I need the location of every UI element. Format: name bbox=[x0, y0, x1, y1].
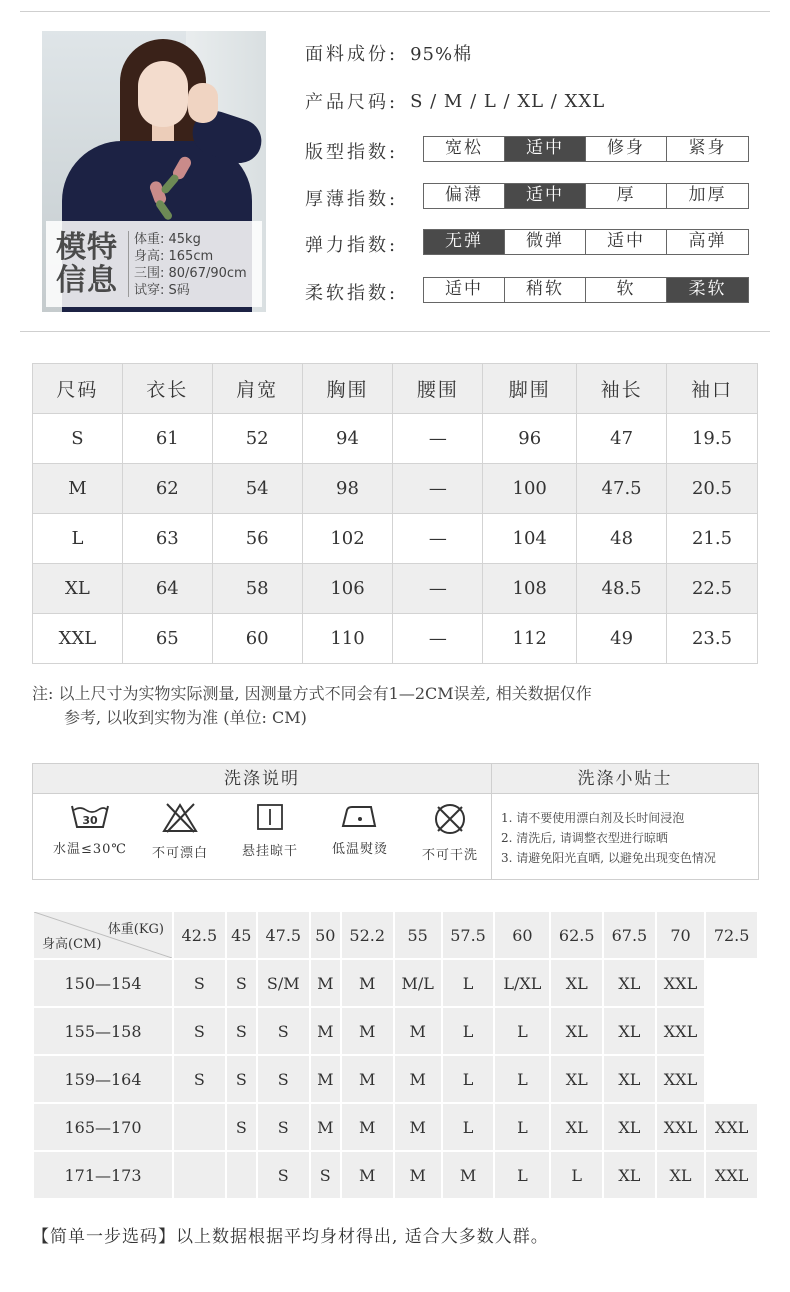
size-table-cell: 23.5 bbox=[667, 614, 758, 664]
height-cell: 165—170 bbox=[33, 1103, 173, 1151]
weight-header-cell: 45 bbox=[226, 911, 257, 959]
recommend-size-cell: S bbox=[226, 1007, 257, 1055]
fabric-label: 面料成份: bbox=[305, 44, 399, 65]
recommend-size-cell: M bbox=[341, 1103, 394, 1151]
scale-label: 柔软指数: bbox=[305, 283, 399, 304]
fabric-row bbox=[305, 40, 472, 66]
size-table-cell: 49 bbox=[577, 614, 667, 664]
recommend-size-cell: S bbox=[226, 1103, 257, 1151]
recommend-size-cell: M bbox=[310, 1055, 341, 1103]
care-item-wash bbox=[47, 802, 133, 857]
recommend-size-cell: S bbox=[226, 1055, 257, 1103]
recommend-size-cell: XXL bbox=[656, 959, 706, 1007]
weight-header-cell: 60 bbox=[494, 911, 550, 959]
care-label-low-iron: 低温熨烫 bbox=[331, 842, 388, 857]
scale-label: 版型指数: bbox=[305, 142, 399, 163]
care-item-no-bleach bbox=[137, 802, 223, 861]
size-table-header-cell: 肩宽 bbox=[212, 364, 302, 414]
recommend-size-cell bbox=[705, 1055, 758, 1103]
model-height: 身高: 165cm bbox=[134, 249, 214, 264]
size-table-cell: 52 bbox=[212, 414, 302, 464]
care-item-low-iron bbox=[317, 802, 403, 857]
size-table-cell: 100 bbox=[483, 464, 577, 514]
care-item-hang-dry bbox=[227, 802, 313, 859]
size-table-cell: 64 bbox=[122, 564, 212, 614]
size-table-cell: 65 bbox=[122, 614, 212, 664]
recommend-size-cell: M bbox=[341, 959, 394, 1007]
size-table-cell: XXL bbox=[33, 614, 123, 664]
model-info-title: 模特信息 bbox=[56, 230, 118, 298]
recommend-size-cell: L bbox=[494, 1103, 550, 1151]
height-cell: 150—154 bbox=[33, 959, 173, 1007]
size-table-header-cell: 脚围 bbox=[483, 364, 577, 414]
weight-header-cell: 50 bbox=[310, 911, 341, 959]
care-label-no-bleach: 不可漂白 bbox=[151, 846, 208, 861]
size-table-cell: 48.5 bbox=[577, 564, 667, 614]
recommend-size-cell: S/M bbox=[257, 959, 310, 1007]
size-table-cell: L bbox=[33, 514, 123, 564]
recommend-header bbox=[33, 911, 758, 959]
size-table-header-cell: 胸围 bbox=[302, 364, 393, 414]
model-tried-size: 试穿: S码 bbox=[134, 283, 190, 298]
scale-options bbox=[423, 183, 749, 209]
recommend-size-cell: S bbox=[310, 1151, 341, 1199]
size-table-cell: 60 bbox=[212, 614, 302, 664]
top-divider bbox=[20, 11, 770, 12]
recommend-size-cell: M bbox=[394, 1103, 442, 1151]
height-cell: 159—164 bbox=[33, 1055, 173, 1103]
table-row bbox=[33, 514, 758, 564]
size-table-header-cell: 袖口 bbox=[667, 364, 758, 414]
recommend-size-cell: M bbox=[310, 959, 341, 1007]
table-row bbox=[33, 1103, 758, 1151]
size-table-cell: 106 bbox=[302, 564, 393, 614]
no-dry-clean-icon bbox=[433, 802, 467, 836]
size-table-cell: 47.5 bbox=[577, 464, 667, 514]
recommend-size-cell: M bbox=[310, 1007, 341, 1055]
size-table-cell: 96 bbox=[483, 414, 577, 464]
size-table-cell: 63 bbox=[122, 514, 212, 564]
scale-option: 紧身 bbox=[688, 138, 727, 158]
care-label-no-dry-clean: 不可干洗 bbox=[421, 848, 478, 863]
recommend-corner bbox=[33, 911, 173, 959]
recommend-size-cell: M bbox=[341, 1055, 394, 1103]
weight-header-cell: 70 bbox=[656, 911, 706, 959]
size-note-line2: 参考, 以收到实物为准 (单位: CM) bbox=[64, 708, 307, 727]
recommend-size-cell: L bbox=[442, 1007, 495, 1055]
recommend-size-cell: M bbox=[442, 1151, 495, 1199]
recommend-size-cell: XL bbox=[656, 1151, 706, 1199]
model-info-card bbox=[46, 221, 262, 307]
recommend-size-cell bbox=[173, 1151, 226, 1199]
no-bleach-icon bbox=[161, 802, 199, 834]
care-tip: 3. 请避免阳光直晒, 以避免出现变色情况 bbox=[501, 851, 716, 865]
sizes-value: S / M / L / XL / XXL bbox=[410, 90, 606, 112]
sizes-label: 产品尺码: bbox=[305, 92, 399, 113]
care-label-hang-dry: 悬挂晾干 bbox=[241, 844, 298, 859]
weight-header-cell: 57.5 bbox=[442, 911, 495, 959]
scale-option: 无弹 bbox=[424, 230, 505, 254]
size-table-cell: 48 bbox=[577, 514, 667, 564]
table-row bbox=[33, 1151, 758, 1199]
recommend-size-cell: S bbox=[173, 1055, 226, 1103]
scale-option: 微弹 bbox=[505, 230, 586, 254]
size-table-cell: 21.5 bbox=[667, 514, 758, 564]
recommend-size-cell: L bbox=[494, 1055, 550, 1103]
size-table-header-cell: 袖长 bbox=[577, 364, 667, 414]
weight-header-cell: 55 bbox=[394, 911, 442, 959]
scale-option: 适中 bbox=[586, 230, 667, 254]
fabric-value: 95%棉 bbox=[410, 44, 473, 65]
size-table-cell: — bbox=[393, 464, 483, 514]
scale-option: 加厚 bbox=[688, 185, 727, 205]
recommend-size-cell bbox=[705, 959, 758, 1007]
weight-header-cell: 47.5 bbox=[257, 911, 310, 959]
scale-label: 弹力指数: bbox=[305, 235, 399, 256]
size-note-line1: 注: 以上尺寸为实物实际测量, 因测量方式不同会有1—2CM误差, 相关数据仅作 bbox=[32, 684, 592, 703]
recommend-size-cell: XXL bbox=[705, 1151, 758, 1199]
size-table-header-cell: 腰围 bbox=[393, 364, 483, 414]
wash-30-icon bbox=[70, 802, 110, 830]
size-table-cell: — bbox=[393, 514, 483, 564]
size-table-cell: 22.5 bbox=[667, 564, 758, 614]
size-table-cell: 56 bbox=[212, 514, 302, 564]
size-table-cell: 19.5 bbox=[667, 414, 758, 464]
recommend-size-cell: M bbox=[341, 1151, 394, 1199]
care-tip: 2. 清洗后, 请调整衣型进行晾晒 bbox=[501, 831, 668, 845]
size-table-cell: 98 bbox=[302, 464, 393, 514]
recommend-size-cell: XL bbox=[550, 959, 603, 1007]
recommend-size-cell: XL bbox=[603, 1055, 656, 1103]
recommend-size-cell bbox=[226, 1151, 257, 1199]
size-table-cell: 62 bbox=[122, 464, 212, 514]
size-table-cell: 102 bbox=[302, 514, 393, 564]
svg-text:30: 30 bbox=[82, 814, 98, 827]
recommend-size-cell: XL bbox=[603, 959, 656, 1007]
height-cell: 171—173 bbox=[33, 1151, 173, 1199]
scale-option: 修身 bbox=[586, 137, 667, 161]
model-weight: 体重: 45kg bbox=[134, 232, 201, 247]
table-row bbox=[33, 614, 758, 664]
recommend-size-cell: M bbox=[310, 1103, 341, 1151]
scale-option: 高弹 bbox=[688, 231, 727, 251]
recommend-size-cell: XL bbox=[550, 1103, 603, 1151]
size-table-cell: M bbox=[33, 464, 123, 514]
table-row bbox=[33, 464, 758, 514]
recommend-size-cell: M bbox=[394, 1151, 442, 1199]
scale-options bbox=[423, 229, 749, 255]
recommend-size-cell: L bbox=[442, 959, 495, 1007]
size-table-header-cell: 衣长 bbox=[122, 364, 212, 414]
recommend-size-cell: L bbox=[550, 1151, 603, 1199]
size-recommendation-table bbox=[32, 910, 759, 1200]
recommend-size-cell: L bbox=[442, 1103, 495, 1151]
recommend-size-cell bbox=[173, 1103, 226, 1151]
hang-dry-icon bbox=[255, 802, 285, 832]
scale-row bbox=[305, 185, 398, 211]
section-divider bbox=[20, 331, 770, 332]
care-tips bbox=[501, 808, 716, 868]
recommend-size-cell: M bbox=[341, 1007, 394, 1055]
scale-option: 软 bbox=[586, 278, 667, 302]
weight-header-cell: 52.2 bbox=[341, 911, 394, 959]
model-stats bbox=[134, 231, 247, 299]
recommend-size-cell: XXL bbox=[656, 1007, 706, 1055]
size-table-cell: — bbox=[393, 614, 483, 664]
size-table-cell: 112 bbox=[483, 614, 577, 664]
model-measurements: 三围: 80/67/90cm bbox=[134, 266, 247, 281]
scale-label: 厚薄指数: bbox=[305, 189, 399, 210]
recommend-size-cell: S bbox=[226, 959, 257, 1007]
scale-option: 柔软 bbox=[667, 278, 748, 302]
scale-option: 稍软 bbox=[505, 278, 586, 302]
size-table-cell: 20.5 bbox=[667, 464, 758, 514]
recommend-size-cell: XL bbox=[603, 1151, 656, 1199]
scale-option: 适中 bbox=[505, 184, 586, 208]
tips-title: 洗涤小贴士 bbox=[492, 764, 758, 794]
recommend-size-cell: S bbox=[173, 1007, 226, 1055]
care-item-no-dry-clean bbox=[407, 802, 493, 863]
recommend-size-cell: XXL bbox=[656, 1103, 706, 1151]
table-row bbox=[33, 1055, 758, 1103]
size-table-header-cell: 尺码 bbox=[33, 364, 123, 414]
weight-axis-label: 体重(KG) bbox=[107, 922, 164, 937]
scale-option: 适中 bbox=[424, 278, 505, 302]
recommend-size-cell: XL bbox=[603, 1103, 656, 1151]
size-table-cell: XL bbox=[33, 564, 123, 614]
size-table-cell: 110 bbox=[302, 614, 393, 664]
recommend-size-cell: S bbox=[257, 1055, 310, 1103]
recommend-size-cell: M bbox=[394, 1007, 442, 1055]
recommend-size-cell: S bbox=[173, 959, 226, 1007]
care-tip: 1. 请不要使用漂白剂及长时间浸泡 bbox=[501, 811, 685, 825]
table-row bbox=[33, 414, 758, 464]
washing-title: 洗涤说明 bbox=[33, 764, 491, 794]
size-table-cell: S bbox=[33, 414, 123, 464]
recommend-size-cell: S bbox=[257, 1007, 310, 1055]
table-row bbox=[33, 564, 758, 614]
size-table-header bbox=[33, 364, 758, 414]
recommend-size-cell: L bbox=[494, 1007, 550, 1055]
recommend-size-cell bbox=[705, 1007, 758, 1055]
size-table-cell: 108 bbox=[483, 564, 577, 614]
size-table-cell: 58 bbox=[212, 564, 302, 614]
size-table-cell: 47 bbox=[577, 414, 667, 464]
scale-option: 宽松 bbox=[424, 137, 505, 161]
recommend-size-cell: M/L bbox=[394, 959, 442, 1007]
size-table-cell: 54 bbox=[212, 464, 302, 514]
scale-row bbox=[305, 231, 398, 257]
recommend-size-cell: L bbox=[494, 1151, 550, 1199]
size-table-cell: 94 bbox=[302, 414, 393, 464]
size-table-cell: 104 bbox=[483, 514, 577, 564]
scale-option: 厚 bbox=[586, 184, 667, 208]
recommend-size-cell: XL bbox=[550, 1007, 603, 1055]
sizes-row bbox=[305, 88, 605, 114]
recommend-size-cell: XL bbox=[603, 1007, 656, 1055]
size-table bbox=[32, 363, 758, 664]
recommend-size-cell: L/XL bbox=[494, 959, 550, 1007]
recommend-size-cell: XXL bbox=[705, 1103, 758, 1151]
footer-note: 【简单一步选码】以上数据根据平均身材得出, 适合大多数人群。 bbox=[32, 1227, 549, 1247]
care-label-wash: 水温≤30℃ bbox=[53, 842, 127, 857]
scale-options bbox=[423, 136, 749, 162]
height-axis-label: 身高(CM) bbox=[42, 937, 102, 952]
height-cell: 155—158 bbox=[33, 1007, 173, 1055]
size-note bbox=[32, 682, 752, 730]
recommend-size-cell: S bbox=[257, 1103, 310, 1151]
weight-header-cell: 67.5 bbox=[603, 911, 656, 959]
care-box bbox=[32, 763, 759, 880]
size-table-cell: 61 bbox=[122, 414, 212, 464]
low-iron-icon bbox=[339, 802, 381, 830]
recommend-size-cell: M bbox=[394, 1055, 442, 1103]
size-table-cell: — bbox=[393, 414, 483, 464]
weight-header-cell: 72.5 bbox=[705, 911, 758, 959]
weight-header-cell: 62.5 bbox=[550, 911, 603, 959]
weight-header-cell: 42.5 bbox=[173, 911, 226, 959]
scale-row bbox=[305, 279, 398, 305]
scale-option: 适中 bbox=[505, 137, 586, 161]
table-row bbox=[33, 1007, 758, 1055]
scale-options bbox=[423, 277, 749, 303]
scale-option: 偏薄 bbox=[424, 184, 505, 208]
recommend-size-cell: L bbox=[442, 1055, 495, 1103]
size-table-cell: — bbox=[393, 564, 483, 614]
recommend-size-cell: XL bbox=[550, 1055, 603, 1103]
table-row bbox=[33, 959, 758, 1007]
model-photo bbox=[42, 31, 266, 312]
scale-row bbox=[305, 138, 398, 164]
recommend-size-cell: XXL bbox=[656, 1055, 706, 1103]
recommend-size-cell: S bbox=[257, 1151, 310, 1199]
